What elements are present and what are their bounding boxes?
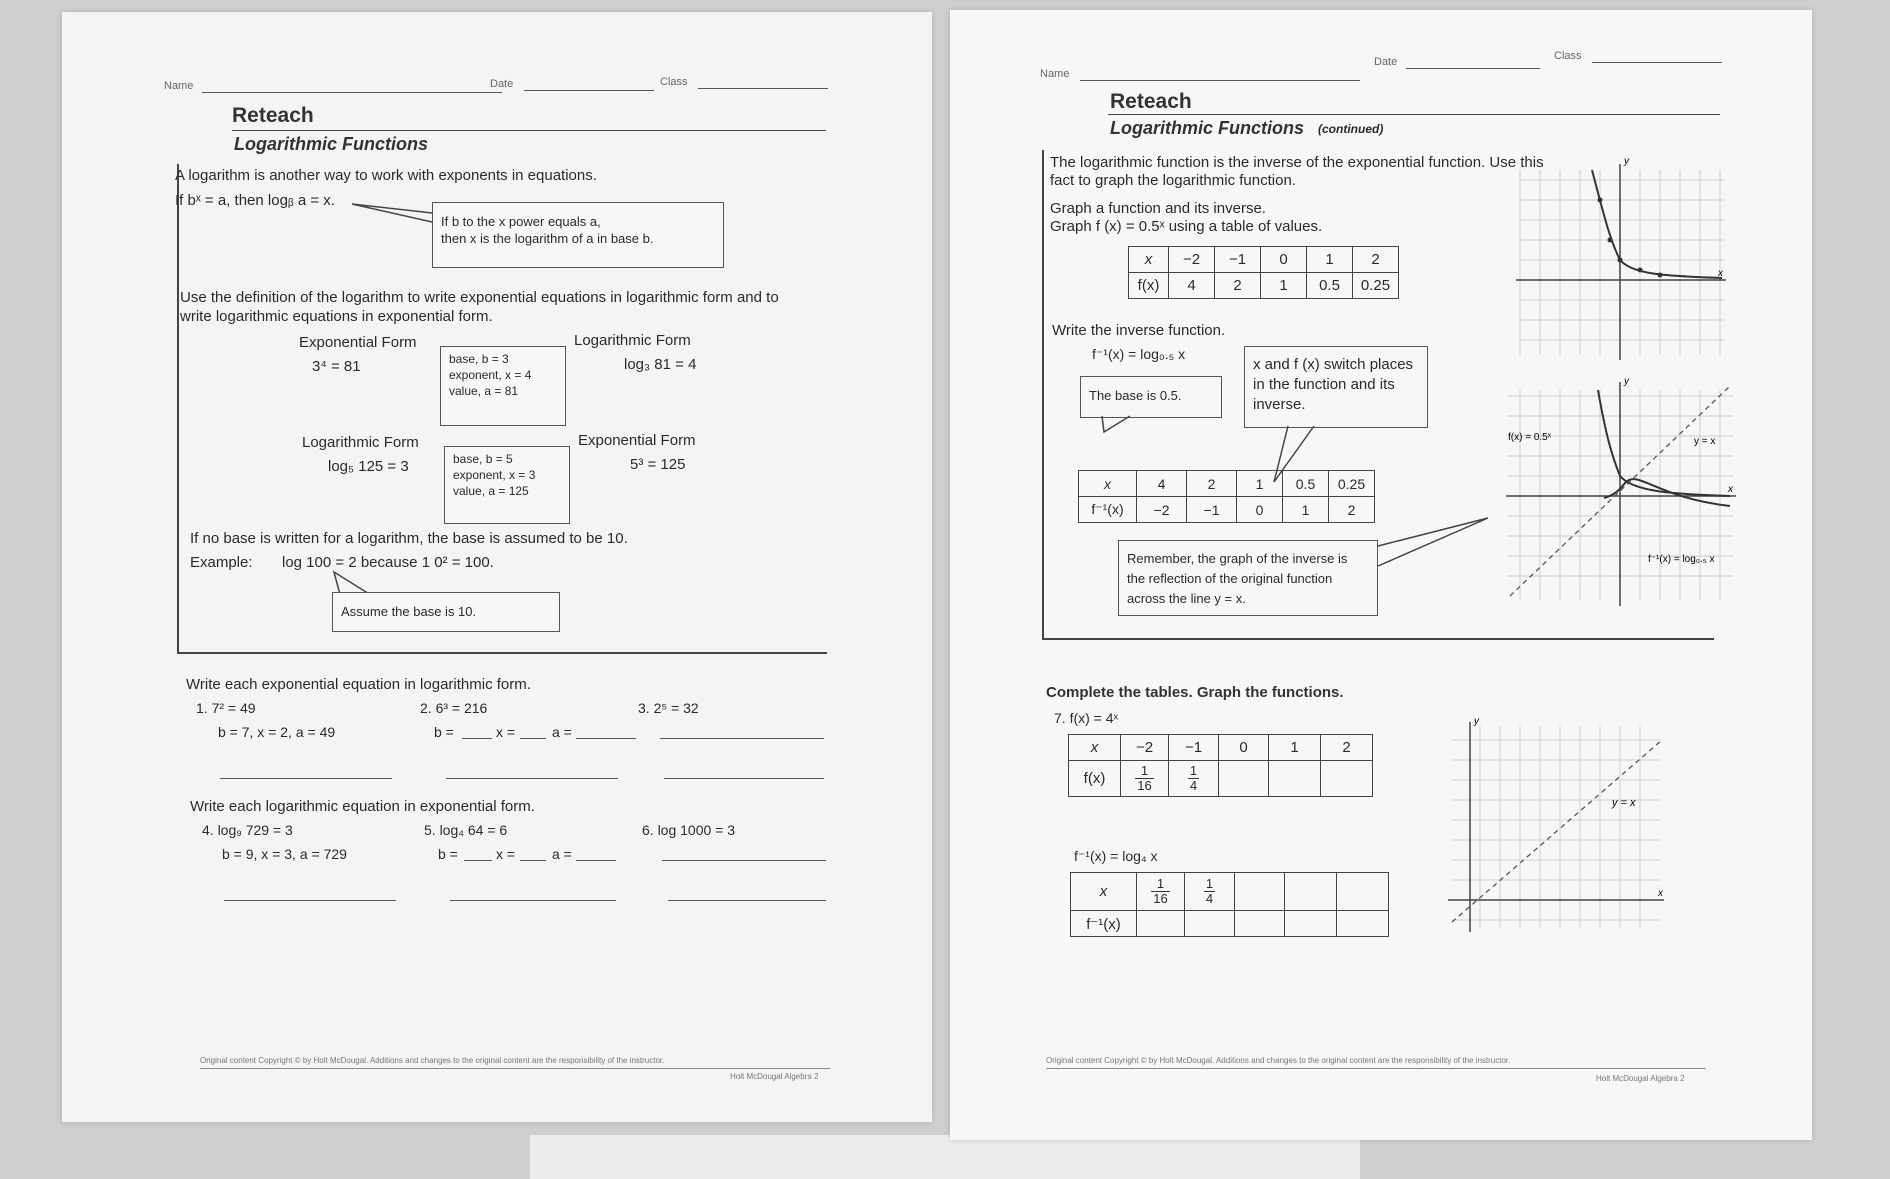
worksheet-page-left [62, 12, 932, 1122]
footer-book: Holt McDougal Algebra 2 [730, 1072, 819, 1081]
cell-fx: 1 [1261, 273, 1307, 299]
point [1658, 273, 1663, 278]
fraction [1188, 764, 1199, 793]
assume-base-box [332, 592, 560, 632]
section-bottom-rule [177, 652, 827, 654]
p5-x-blank[interactable] [520, 860, 546, 861]
page-subtitle: Logarithmic Functions [234, 134, 429, 154]
problem-4: 4. log₉ 729 = 3 [202, 822, 293, 838]
name-label: Name [164, 80, 194, 92]
p1-answer-blank[interactable] [220, 778, 392, 779]
graph2-x-label: x [1728, 484, 1733, 495]
reflection-pointer [1374, 510, 1494, 570]
denominator: 16 [1137, 777, 1152, 793]
row-label-finv: f⁻¹(x) [1079, 497, 1137, 523]
cell-finv: 0 [1237, 497, 1283, 523]
cell-x-blank[interactable] [1337, 873, 1389, 911]
point [1608, 238, 1613, 243]
cell-x: 1 [1237, 471, 1283, 497]
ex1-base: base, b = 3 [449, 352, 509, 366]
cell-x: 0 [1219, 735, 1269, 761]
ex1-value: value, a = 81 [449, 384, 519, 398]
cell-finv: −2 [1137, 497, 1187, 523]
denominator: 4 [1205, 890, 1214, 906]
ex1-right-value: log₃ 81 = 4 [624, 356, 697, 373]
cell-fx [1169, 761, 1219, 797]
cell-x: −2 [1169, 247, 1215, 273]
p2-a-blank[interactable] [576, 738, 636, 739]
intro-line-1: A logarithm is another way to work with exponents in equations. [175, 167, 597, 184]
p5-answer-blank[interactable] [450, 900, 616, 901]
table-row [1079, 497, 1375, 523]
ex2-value: value, a = 125 [453, 484, 529, 498]
graph-exercise-7 [1440, 710, 1680, 950]
p5-b-blank[interactable] [464, 860, 492, 861]
fraction [1135, 764, 1153, 793]
base-box-pointer [1100, 414, 1150, 434]
base-note-text: The base is 0.5. [1089, 388, 1182, 403]
ex1-right-heading: Logarithmic Form [574, 332, 691, 349]
example-label: Example: [190, 554, 253, 571]
section1-heading: Write each exponential equation in logarithmic form. [186, 676, 531, 693]
cell-x: 0.25 [1329, 471, 1375, 497]
cell-fx-blank[interactable] [1321, 761, 1373, 797]
footer-copyright: Original content Copyright © by Holt McDougal. Additions and changes to the original content are the responsibility of the instructor. [1046, 1056, 1511, 1065]
cell-x: 4 [1137, 471, 1187, 497]
reflection-note-box [1118, 540, 1378, 616]
name-label: Name [1040, 68, 1070, 80]
graph1-x-label: x [1718, 268, 1723, 279]
graph3-x-label: x [1658, 888, 1663, 899]
point [1598, 198, 1603, 203]
subtitle-continued: (continued) [1318, 122, 1384, 136]
row-label-fx: f(x) [1069, 761, 1121, 797]
reflection-note-text: Remember, the graph of the inverse is the reflection of the original function across the line y = x. [1127, 551, 1348, 606]
table-inverse-values [1078, 470, 1375, 523]
p4-answer-blank[interactable] [224, 900, 396, 901]
class-label: Class [660, 76, 688, 88]
table-row [1071, 911, 1389, 937]
ex1-detail-box [440, 346, 566, 426]
cell-fx [1121, 761, 1169, 797]
p6-work-blank[interactable] [662, 860, 826, 861]
fraction [1204, 877, 1215, 906]
intro-line-4: Graph f (x) = 0.5ˣ using a table of values. [1050, 218, 1323, 235]
p3-work-blank[interactable] [660, 738, 824, 739]
problem-2: 2. 6³ = 216 [420, 700, 488, 716]
class-line [698, 88, 828, 89]
numerator: 1 [1135, 764, 1153, 779]
cell-x [1137, 873, 1185, 911]
problem-5-x: x = [496, 846, 516, 862]
numerator: 1 [1205, 875, 1214, 891]
cell-fx: 4 [1169, 273, 1215, 299]
cell-finv: −1 [1187, 497, 1237, 523]
p3-answer-blank[interactable] [664, 778, 824, 779]
example-text: log 100 = 2 because 1 0² = 100. [282, 554, 494, 571]
name-line [1080, 80, 1360, 81]
base10-note: If no base is written for a logarithm, the base is assumed to be 10. [190, 530, 628, 547]
ex2-detail-box [444, 446, 570, 524]
cell-x: −2 [1121, 735, 1169, 761]
switch-note-text: x and f (x) switch places in the function and its inverse. [1253, 356, 1414, 413]
section-left-rule [1042, 150, 1044, 640]
problem-1-work: b = 7, x = 2, a = 49 [218, 724, 336, 740]
inverse-label: Write the inverse function. [1052, 322, 1226, 339]
problem-4-work: b = 9, x = 3, a = 729 [222, 846, 347, 862]
cell-fx: 2 [1215, 273, 1261, 299]
problem-5-b: b = [438, 846, 458, 862]
table-log4-values [1070, 872, 1389, 937]
section-left-rule [177, 164, 179, 654]
cell-fx-blank[interactable] [1269, 761, 1321, 797]
cell-x: 2 [1353, 247, 1399, 273]
table-4x-values [1068, 734, 1373, 797]
callout-line-2: then x is the logarithm of a in base b. [441, 231, 654, 246]
graph3-y-label: y [1474, 716, 1479, 727]
ex2-left-heading: Logarithmic Form [302, 434, 419, 451]
row-label-x: x [1069, 735, 1121, 761]
graph2-inverse-label: f⁻¹(x) = log₀.₅ x [1648, 554, 1715, 565]
ex2-left-value: log₅ 125 = 3 [328, 458, 409, 475]
row-label-x: x [1129, 247, 1169, 273]
cell-x-blank[interactable] [1235, 873, 1285, 911]
line-y-equals-x [1452, 740, 1662, 922]
problem-2-a: a = [552, 724, 572, 740]
p5-a-blank[interactable] [576, 860, 616, 861]
grid [1452, 726, 1660, 928]
intro-line-1: The logarithmic function is the inverse of the exponential function. Use this [1050, 154, 1544, 171]
title-rule [232, 130, 826, 131]
title-rule [1108, 114, 1720, 115]
problem-2-b: b = [434, 724, 454, 740]
intro-line-2: If bˣ = a, then logᵦ a = x. [175, 192, 335, 209]
graph-function-and-inverse [1498, 370, 1743, 610]
fraction [1151, 877, 1169, 906]
class-line [1592, 62, 1722, 63]
cell-x: 2 [1187, 471, 1237, 497]
point [1638, 268, 1643, 273]
cell-x: 0 [1261, 247, 1307, 273]
problem-3: 3. 2⁵ = 32 [638, 700, 699, 716]
p2-b-blank[interactable] [462, 738, 492, 739]
ex1-exponent: exponent, x = 4 [449, 368, 532, 382]
table-row [1129, 247, 1399, 273]
cell-x: −1 [1169, 735, 1219, 761]
row-label-fx: f(x) [1129, 273, 1169, 299]
p2-answer-blank[interactable] [446, 778, 618, 779]
problem-5-a: a = [552, 846, 572, 862]
problem-1: 1. 7² = 49 [196, 700, 256, 716]
section2-heading: Write each logarithmic equation in exponential form. [190, 798, 535, 815]
base-note-box [1080, 376, 1222, 418]
cell-x: 1 [1307, 247, 1353, 273]
table-row [1071, 873, 1389, 911]
table-row [1069, 735, 1373, 761]
denominator: 4 [1189, 777, 1198, 793]
ex1-left-value: 3⁴ = 81 [312, 358, 361, 375]
cell-finv: 1 [1283, 497, 1329, 523]
cell-finv-blank[interactable] [1137, 911, 1185, 937]
cell-finv-blank[interactable] [1285, 911, 1337, 937]
problem-6: 6. log 1000 = 3 [642, 822, 736, 838]
point [1618, 258, 1623, 263]
cell-x: 1 [1269, 735, 1321, 761]
problem-2-x: x = [496, 724, 516, 740]
problem-5: 5. log₄ 64 = 6 [424, 822, 508, 838]
inverse-function: f⁻¹(x) = log₀.₅ x [1092, 346, 1186, 362]
section-heading: Complete the tables. Graph the functions. [1046, 684, 1344, 701]
ex2-base: base, b = 5 [453, 452, 513, 466]
row-label-x: x [1079, 471, 1137, 497]
cell-fx: 0.25 [1353, 273, 1399, 299]
callout-line-1: If b to the x power equals a, [441, 214, 601, 229]
footer-book: Holt McDougal Algebra 2 [1596, 1074, 1685, 1083]
cell-fx: 0.5 [1307, 273, 1353, 299]
cell-finv-blank[interactable] [1337, 911, 1389, 937]
date-label: Date [1374, 56, 1398, 68]
graph2-yx-label: y = x [1694, 436, 1716, 447]
table-row [1129, 273, 1399, 299]
date-line [1406, 68, 1540, 69]
exponential-curve [1592, 170, 1722, 278]
switch-note-box [1244, 346, 1428, 428]
class-label: Class [1554, 50, 1582, 62]
numerator: 1 [1189, 762, 1198, 778]
section-bottom-rule [1042, 638, 1714, 640]
worksheet-page-right [950, 10, 1812, 1140]
page-edge-strip [530, 1135, 1360, 1179]
cell-x-blank[interactable] [1285, 873, 1337, 911]
footer-copyright: Original content Copyright © by Holt McDougal. Additions and changes to the original content are the responsibility of the instructor. [200, 1056, 665, 1065]
footer-rule [200, 1068, 830, 1069]
cell-finv-blank[interactable] [1235, 911, 1285, 937]
denominator: 16 [1153, 890, 1168, 906]
inverse-7-label: f⁻¹(x) = log₄ x [1074, 848, 1158, 864]
assume-base-text: Assume the base is 10. [341, 604, 477, 619]
ex2-right-value: 5³ = 125 [630, 456, 686, 473]
intro-line-3: Graph a function and its inverse. [1050, 200, 1266, 217]
cell-x [1185, 873, 1235, 911]
instruction-line-1: Use the definition of the logarithm to write exponential equations in logarithmic form and to [180, 289, 779, 306]
ex2-right-heading: Exponential Form [578, 432, 696, 449]
ex1-left-heading: Exponential Form [299, 334, 417, 351]
cell-finv-blank[interactable] [1185, 911, 1235, 937]
date-line [524, 90, 654, 91]
cell-x: 2 [1321, 735, 1373, 761]
cell-x: 0.5 [1283, 471, 1329, 497]
name-line [202, 92, 502, 93]
date-label: Date [490, 78, 514, 90]
p2-x-blank[interactable] [520, 738, 546, 739]
numerator: 1 [1151, 877, 1169, 892]
graph2-fx-label: f(x) = 0.5ˣ [1508, 432, 1552, 443]
intro-line-2: fact to graph the logarithmic function. [1050, 172, 1296, 189]
cell-finv: 2 [1329, 497, 1375, 523]
problem-7: 7. f(x) = 4ˣ [1054, 710, 1119, 726]
graph3-yx-label: y = x [1612, 797, 1636, 809]
ex2-exponent: exponent, x = 3 [453, 468, 536, 482]
table-row [1069, 761, 1373, 797]
footer-rule [1046, 1068, 1706, 1069]
instruction-line-2: write logarithmic equations in exponential form. [180, 308, 493, 325]
graph1-y-label: y [1624, 156, 1629, 167]
page-subtitle: Logarithmic Functions [1110, 118, 1305, 138]
row-label-finv: f⁻¹(x) [1071, 911, 1137, 937]
callout-definition-box [432, 202, 724, 268]
page-title: Reteach [232, 104, 314, 127]
page-title: Reteach [1110, 90, 1192, 113]
cell-x: −1 [1215, 247, 1261, 273]
p6-answer-blank[interactable] [668, 900, 826, 901]
table-fx-values [1128, 246, 1399, 299]
table-row [1079, 471, 1375, 497]
row-label-x: x [1071, 873, 1137, 911]
cell-fx-blank[interactable] [1219, 761, 1269, 797]
graph-exponential [1512, 150, 1727, 370]
graph2-y-label: y [1624, 376, 1629, 387]
